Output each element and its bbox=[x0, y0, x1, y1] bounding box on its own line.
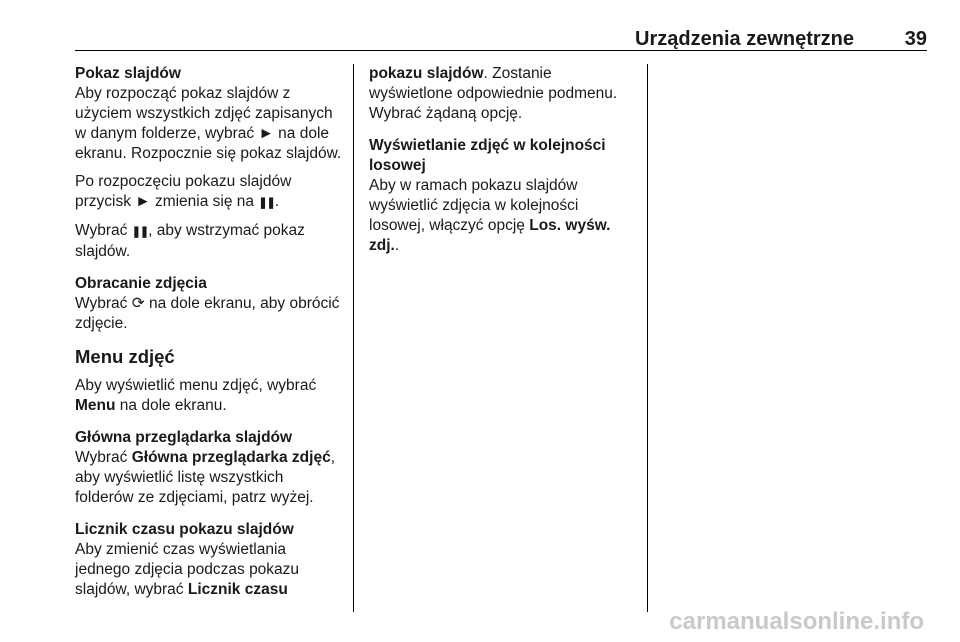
option-label: Los. wyśw. zdj. bbox=[369, 217, 611, 254]
paragraph bbox=[75, 172, 345, 213]
text: zmienia się na bbox=[150, 193, 259, 210]
paragraph bbox=[75, 540, 345, 600]
paragraph bbox=[75, 448, 345, 508]
text: Aby zmienić czas wyświetlania jednego zdjęcia podczas pokazu slajdów, wybrać bbox=[75, 541, 300, 598]
page-number: 39 bbox=[904, 28, 927, 50]
block-timer-cont bbox=[369, 64, 635, 124]
text: Aby w ramach pokazu slajdów wyświetlić zdjęcia w kolejności losowej, włączyć opcję bbox=[369, 177, 579, 234]
heading-random: Wyświetlanie zdjęć w kolejności losowej bbox=[369, 137, 606, 174]
text: Po rozpoczęciu pokazu slajdów przycisk bbox=[75, 173, 292, 210]
text: Wybrać bbox=[75, 295, 132, 312]
option-label: Licznik czasu bbox=[187, 581, 288, 598]
paragraph bbox=[75, 376, 345, 416]
header-divider bbox=[75, 50, 927, 51]
section-title: Menu zdjęć bbox=[75, 346, 175, 367]
block-slideshow bbox=[75, 64, 345, 262]
text: . Zostanie wyświetlone odpowiednie podmenu. Wybrać żądaną opcję. bbox=[369, 65, 618, 122]
heading-main-browser: Główna przeglądarka slajdów bbox=[75, 429, 293, 446]
column-middle bbox=[369, 64, 635, 268]
column-divider-1 bbox=[353, 64, 354, 612]
text: . bbox=[274, 193, 280, 210]
heading-slideshow: Pokaz slajdów bbox=[75, 65, 181, 82]
block-random bbox=[369, 136, 635, 256]
rotate-icon: ⟳ bbox=[131, 295, 145, 312]
text: , aby wyświetlić listę wszystkich folderów ze zdjęciami, patrz wyżej. bbox=[75, 449, 335, 506]
text: na dole ekranu, aby obrócić zdjęcie. bbox=[75, 295, 340, 332]
option-label: Główna przeglądarka zdjęć bbox=[131, 449, 331, 466]
heading-rotate: Obracanie zdjęcia bbox=[75, 275, 207, 292]
heading-timer: Licznik czasu pokazu slajdów bbox=[75, 521, 294, 538]
text: Wybrać bbox=[75, 222, 132, 239]
column-divider-2 bbox=[647, 64, 648, 612]
play-icon: ► bbox=[258, 125, 274, 142]
option-label: pokazu slajdów bbox=[369, 65, 484, 82]
text: Wybrać bbox=[75, 449, 132, 466]
block-menu bbox=[75, 376, 345, 416]
text: Aby rozpocząć pokaz slajdów z użyciem wszystkich zdjęć zapisanych w danym folderze, wybrać bbox=[75, 85, 333, 142]
chapter-title: Urządzenia zewnętrzne bbox=[635, 28, 854, 50]
play-icon: ► bbox=[135, 193, 151, 210]
text: na dole ekranu. bbox=[115, 397, 227, 414]
pause-icon: ❚❚ bbox=[258, 197, 275, 209]
block-timer bbox=[75, 520, 345, 600]
pause-icon: ❚❚ bbox=[131, 226, 149, 238]
paragraph bbox=[75, 221, 345, 262]
watermark: carmanualsonline.info bbox=[669, 608, 924, 635]
paragraph bbox=[369, 64, 635, 124]
paragraph bbox=[75, 294, 345, 334]
paragraph bbox=[75, 84, 345, 164]
page-header bbox=[75, 28, 927, 50]
menu-label: Menu bbox=[75, 397, 116, 414]
block-main-browser bbox=[75, 428, 345, 508]
paragraph bbox=[369, 176, 635, 256]
text: , aby wstrzymać pokaz slajdów. bbox=[75, 222, 305, 260]
text: Aby wyświetlić menu zdjęć, wybrać bbox=[75, 377, 317, 394]
column-left bbox=[75, 64, 345, 612]
text: na dole ekranu. Rozpocznie się pokaz slajdów. bbox=[75, 125, 342, 162]
block-rotate bbox=[75, 274, 345, 334]
text: . bbox=[394, 237, 400, 254]
